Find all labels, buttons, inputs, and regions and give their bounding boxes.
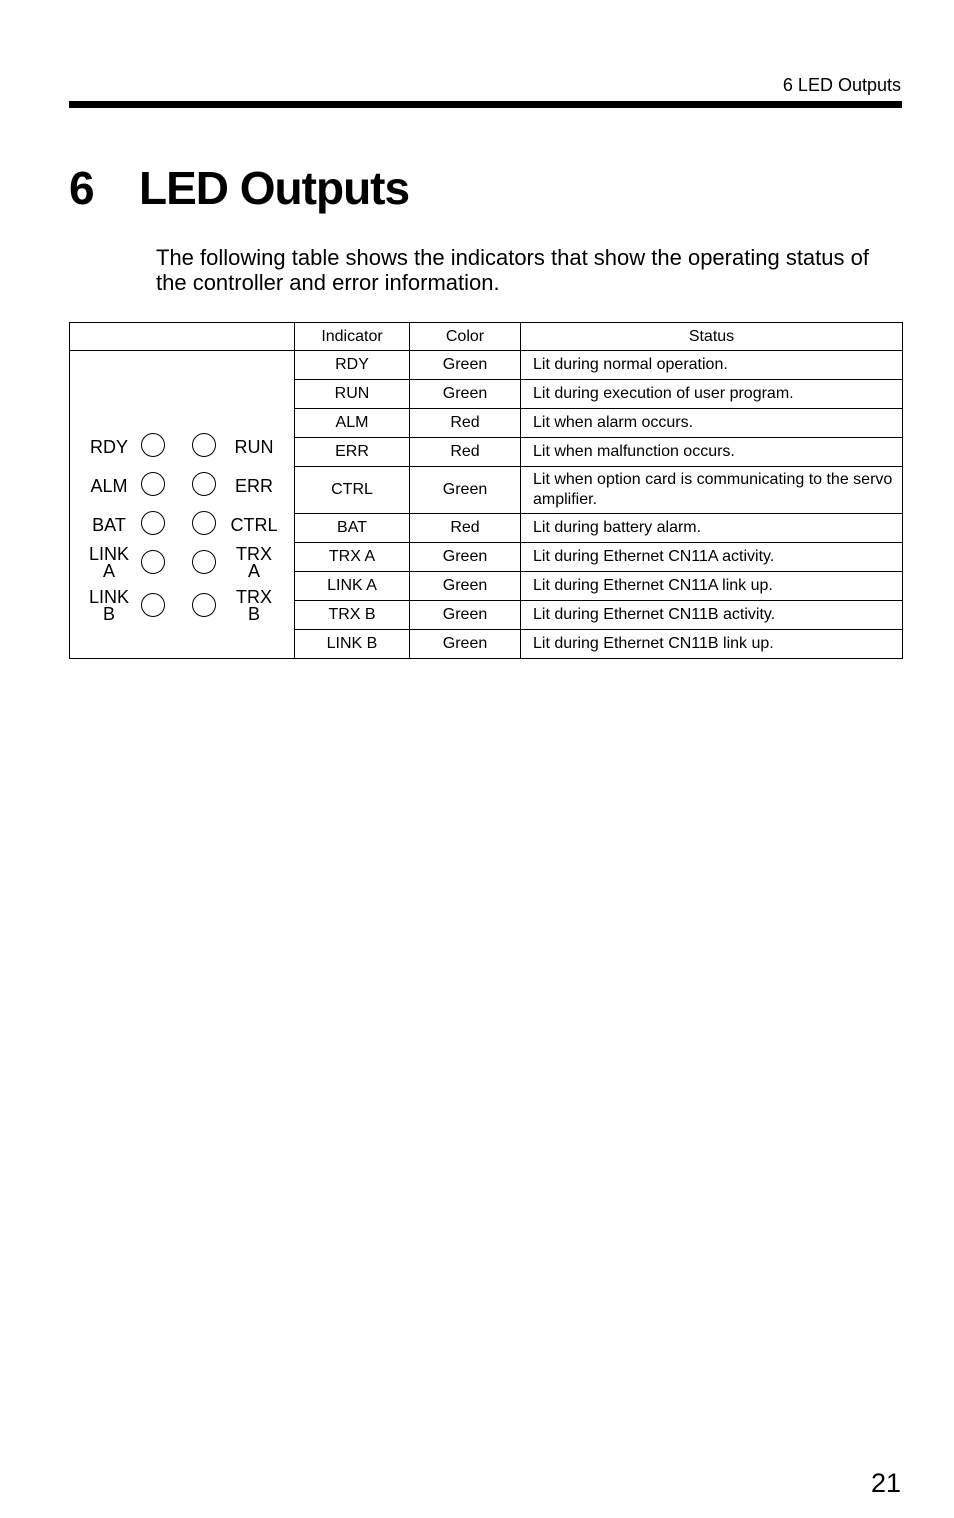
indicator-cell: CTRL (295, 467, 410, 514)
led-label-line: ALM (90, 476, 128, 496)
color-cell: Red (410, 514, 521, 543)
page-number: 21 (870, 1468, 901, 1498)
led-panel-diagram (70, 351, 295, 659)
led-circle-icon (141, 433, 165, 457)
led-label-line: LINK (88, 544, 130, 564)
color-cell: Red (410, 409, 521, 438)
led-label-right (226, 589, 282, 623)
led-label-line: LINK (88, 587, 130, 607)
indicator-cell: ERR (295, 438, 410, 467)
led-label-line: RUN (234, 437, 274, 457)
color-cell: Green (410, 467, 521, 514)
color-cell: Green (410, 630, 521, 659)
led-label-right (226, 477, 282, 495)
led-label-line: CTRL (230, 515, 278, 535)
led-label-left (84, 477, 134, 495)
indicator-cell: RUN (295, 380, 410, 409)
led-label-line: RDY (89, 437, 128, 457)
color-cell: Green (410, 543, 521, 572)
color-cell: Green (410, 572, 521, 601)
led-label-right (226, 438, 282, 456)
led-circle-icon (192, 550, 216, 574)
led-circle-icon (192, 511, 216, 535)
table-row (70, 351, 903, 380)
led-circle-icon (141, 472, 165, 496)
indicator-cell: LINK A (295, 572, 410, 601)
status-cell: Lit during Ethernet CN11A link up. (521, 572, 903, 601)
indicator-cell: ALM (295, 409, 410, 438)
running-header: 6 LED Outputs (782, 75, 901, 95)
header-rule (69, 101, 902, 108)
led-label-line: TRX (236, 544, 272, 564)
status-cell: Lit when option card is communicating to the servo amplifier. (521, 467, 903, 514)
indicator-cell: LINK B (295, 630, 410, 659)
led-label-left (84, 546, 134, 580)
indicator-cell: BAT (295, 514, 410, 543)
status-cell: Lit during normal operation. (521, 351, 903, 380)
status-cell: Lit when malfunction occurs. (521, 438, 903, 467)
color-cell: Green (410, 380, 521, 409)
status-cell: Lit during Ethernet CN11B activity. (521, 601, 903, 630)
color-cell: Green (410, 351, 521, 380)
chapter-title (69, 160, 409, 216)
status-cell: Lit when alarm occurs. (521, 409, 903, 438)
indicator-cell: TRX A (295, 543, 410, 572)
led-pair (70, 507, 294, 543)
led-label-line: B (247, 604, 260, 624)
led-label-right (226, 546, 282, 580)
table-header-row (70, 323, 903, 351)
led-label-line: TRX (236, 587, 272, 607)
led-pair (70, 546, 294, 582)
column-header-color: Color (410, 323, 521, 351)
status-cell: Lit during execution of user program. (521, 380, 903, 409)
led-label-right (226, 516, 282, 534)
led-circle-icon (141, 511, 165, 535)
indicator-cell: TRX B (295, 601, 410, 630)
column-header-diagram (70, 323, 295, 351)
led-pair (70, 429, 294, 465)
led-circle-icon (192, 433, 216, 457)
status-cell: Lit during Ethernet CN11B link up. (521, 630, 903, 659)
led-label-line: A (102, 561, 115, 581)
led-label-left (84, 516, 134, 534)
led-label-line: BAT (92, 515, 126, 535)
color-cell: Red (410, 438, 521, 467)
chapter-number: 6 (69, 162, 94, 214)
led-label-left (84, 589, 134, 623)
led-label-line: ERR (234, 476, 273, 496)
led-circle-icon (192, 593, 216, 617)
column-header-indicator: Indicator (295, 323, 410, 351)
led-pair (70, 468, 294, 504)
led-label-line: A (247, 561, 260, 581)
color-cell: Green (410, 601, 521, 630)
intro-paragraph: The following table shows the indicators that show the operating status of the controller and error information. (156, 245, 869, 295)
led-circle-icon (192, 472, 216, 496)
column-header-status: Status (521, 323, 903, 351)
led-pair (70, 589, 294, 625)
led-label-line: B (102, 604, 115, 624)
led-circle-icon (141, 550, 165, 574)
led-label-left (84, 438, 134, 456)
status-cell: Lit during battery alarm. (521, 514, 903, 543)
indicator-cell: RDY (295, 351, 410, 380)
led-table (69, 322, 903, 659)
led-circle-icon (141, 593, 165, 617)
chapter-title-text: LED Outputs (139, 162, 410, 214)
status-cell: Lit during Ethernet CN11A activity. (521, 543, 903, 572)
